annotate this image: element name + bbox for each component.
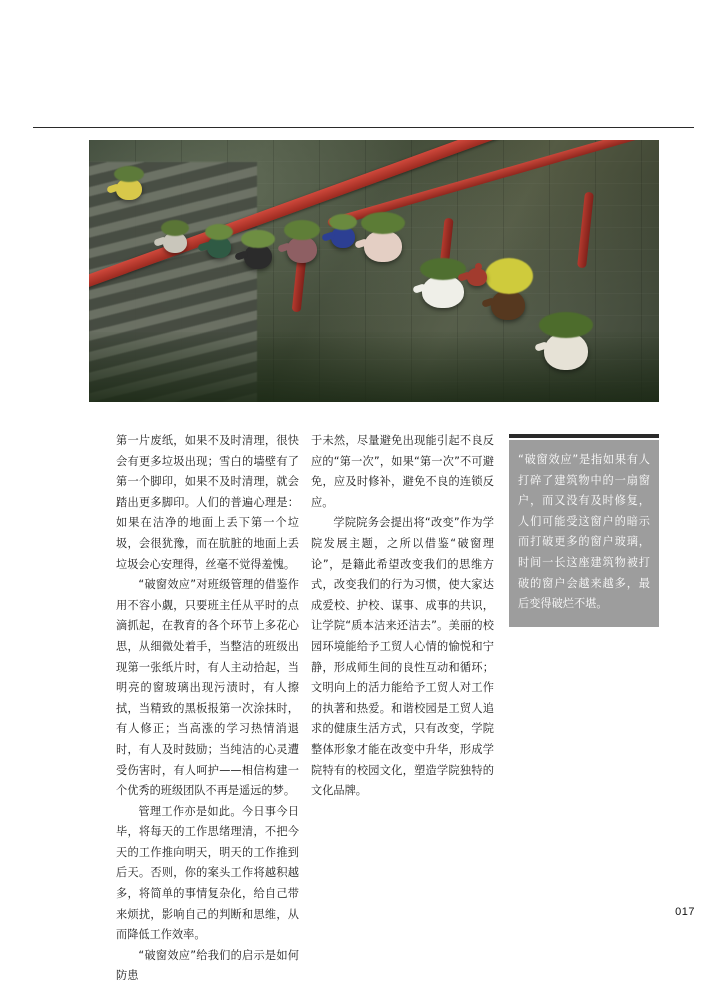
- pullquote-box: [509, 440, 659, 627]
- body-column-left: [116, 431, 299, 987]
- paragraph: 于未然，尽量避免出现能引起不良反应的“第一次”，如果“第一次”不可避免，应及时修补，避免不良的连锁反应。: [311, 434, 494, 509]
- pullquote-text: “破窗效应”是指如果有人打碎了建筑物中的一扇窗户，而又没有及时修复，人们可能受这窗户的暗示而打破更多的窗户玻璃，时间一长这座建筑物被打破的窗户会越来越多，最后变得破烂不堪。: [518, 453, 650, 611]
- paragraph: 学院院务会提出将“改变”作为学院发展主题，之所以借鉴“破窗理论”，是籍此希望改变我们的思维方式，改变我们的行为习惯，使大家达成爱校、护校、谋事、成事的共识，让学院“质本洁来还洁去”。美丽的校园环境能给予工贸人心情的愉悦和宁静，形成师生间的良性互动和循环；文明向上的活力能给予工贸人对工作的执著和热爱。和谐校园是工贸人追求的健康生活方式，只有改变，学院整体形象才能在改变中升华，形成学院特有的校园文化，塑造学院独特的文化品牌。: [311, 516, 494, 798]
- plant-foliage: [161, 220, 189, 236]
- body-column-middle: [311, 431, 494, 802]
- teapot-planter: [467, 268, 487, 286]
- photo-teapot-planters: [89, 140, 659, 402]
- plant-foliage: [284, 220, 320, 240]
- paragraph: “破窗效应”对班级管理的借鉴作用不容小觑，只要班主任从平时的点滴抓起，在教育的各个环节上多花心思，从细微处着手，当整洁的班级出现第一张纸片时，有人主动拾起，当明亮的窗玻璃出现污渍时，有人擦拭，当精致的黑板报第一次涂抹时，有人修正；当高涨的学习热情消退时，有人及时鼓励；当纯洁的心灵遭受伤害时，有人呵护——相信构建一个优秀的班级团队不再是遥远的梦。: [116, 578, 299, 798]
- paragraph: “破窗效应”给我们的启示是如何防患: [116, 948, 299, 983]
- plant-foliage: [361, 212, 405, 234]
- teapot-planter: [287, 236, 317, 263]
- page-number: 017: [675, 906, 695, 918]
- plant-foliage: [241, 230, 275, 248]
- plant-foliage: [329, 214, 357, 230]
- plant-foliage: [539, 312, 593, 338]
- paragraph: 第一片废纸，如果不及时清理，很快会有更多垃圾出现；雪白的墙壁有了第一个脚印，如果不及时清理，就会踏出更多脚印。人们的普遍心理是：如果在洁净的地面上丢下第一个垃圾，会很犹豫，而在肮脏的地面上丢垃圾会心安理得，丝毫不觉得羞愧。: [116, 434, 299, 571]
- plant-foliage: [205, 224, 233, 240]
- plant-foliage: [114, 166, 144, 182]
- plant-flowers-yellow: [485, 258, 533, 294]
- sidebar-rule: [509, 434, 659, 438]
- teapot-planter: [491, 290, 525, 320]
- teapot-planter: [364, 230, 402, 262]
- header-rule: [33, 127, 694, 128]
- paragraph: 管理工作亦是如此。今日事今日毕，将每天的工作思绪理清，不把今天的工作推向明天，明天的工作推到后天。否则，你的案头工作将越积越多，将简单的事情复杂化，给自己带来烦扰，影响自己的判断和思维，从而降低工作效率。: [116, 804, 299, 942]
